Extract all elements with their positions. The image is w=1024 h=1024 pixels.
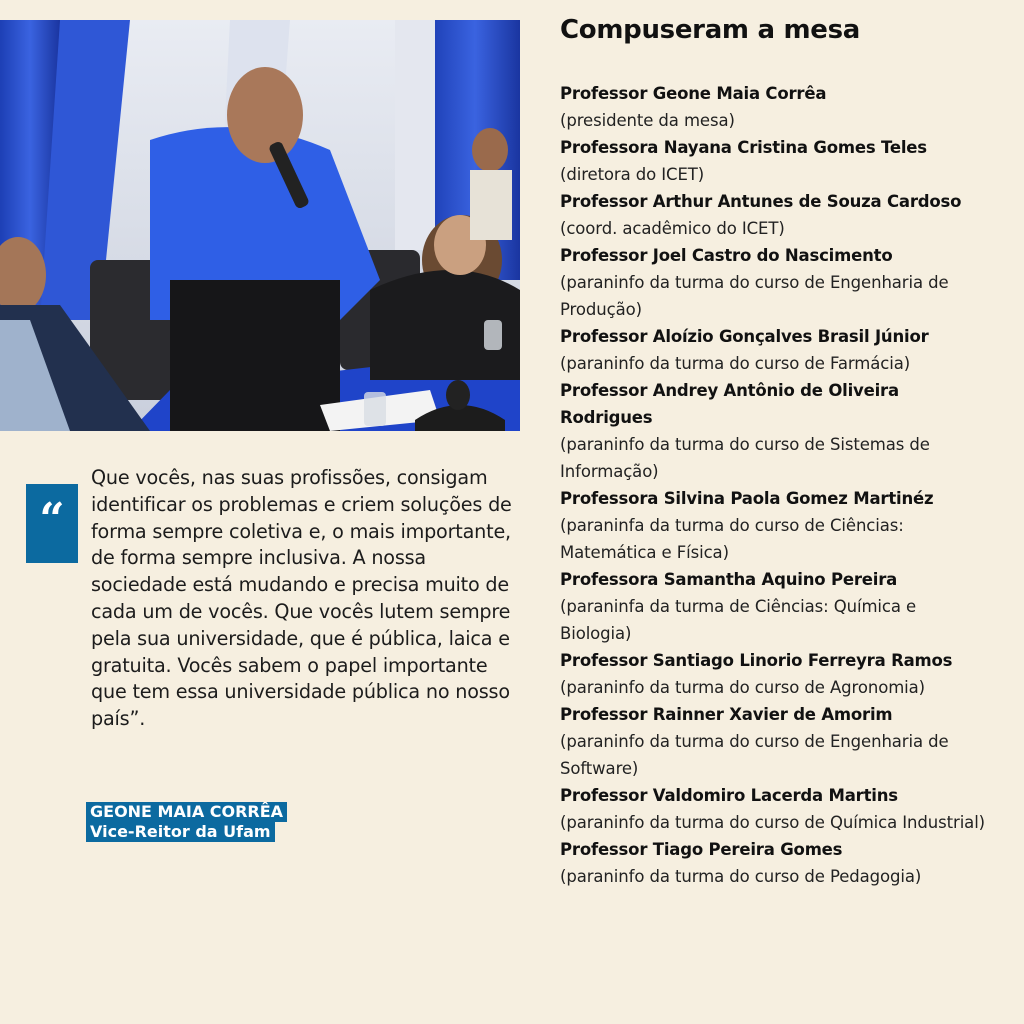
quote-signature [86, 802, 287, 842]
member-name: Professor Santiago Linorio Ferreyra Ramos [560, 651, 953, 670]
member-name: Professor Arthur Antunes de Souza Cardoso [560, 192, 962, 211]
list-item [560, 377, 990, 485]
list-item [560, 323, 990, 377]
list-item [560, 134, 990, 188]
member-role: (paraninfa da turma do curso de Ciências: Matemática e Física) [560, 516, 904, 562]
member-role: (paraninfo da turma do curso de Agronomia) [560, 678, 926, 697]
member-role: (paraninfo da turma do curso de Farmácia) [560, 354, 911, 373]
member-name: Professor Aloízio Gonçalves Brasil Júnior [560, 327, 929, 346]
list-item [560, 782, 990, 836]
member-role: (diretora do ICET) [560, 165, 705, 184]
member-name: Professor Valdomiro Lacerda Martins [560, 786, 898, 805]
list-item [560, 836, 990, 890]
member-name: Professor Geone Maia Corrêa [560, 84, 827, 103]
list-item [560, 485, 990, 566]
signature-title: Vice-Reitor da Ufam [86, 822, 275, 842]
member-role: (paraninfo da turma do curso de Engenharia de Produção) [560, 273, 949, 319]
member-role: (paraninfa da turma de Ciências: Química e Biologia) [560, 597, 917, 643]
member-name: Professor Andrey Antônio de Oliveira Rodrigues [560, 381, 899, 427]
signature-name: GEONE MAIA CORRÊA [86, 802, 287, 822]
members-list [560, 80, 990, 890]
member-role: (coord. acadêmico do ICET) [560, 219, 785, 238]
list-item [560, 188, 990, 242]
member-role: (presidente da mesa) [560, 111, 735, 130]
list-item [560, 80, 990, 134]
member-role: (paraninfo da turma do curso de Química Industrial) [560, 813, 986, 832]
quote-text: Que vocês, nas suas profissões, consigam identificar os problemas e criem soluções de forma sempre coletiva e, o mais importante, de forma sempre inclusiva. A nossa sociedade está mudando e precisa muito de cada um de vocês. Que vocês lutem sempre pela sua universidade, que é pública, laica e gratuita. Vocês sabem o papel importante que tem essa universidade pública no nosso país”. [91, 466, 512, 731]
section-heading: Compuseram a mesa [560, 15, 861, 45]
ceremony-photo [0, 20, 520, 431]
member-name: Professora Samantha Aquino Pereira [560, 570, 898, 589]
member-name: Professor Joel Castro do Nascimento [560, 246, 893, 265]
member-role: (paraninfo da turma do curso de Engenharia de Software) [560, 732, 949, 778]
member-role: (paraninfo da turma do curso de Sistemas de Informação) [560, 435, 930, 481]
member-name: Professora Nayana Cristina Gomes Teles [560, 138, 927, 157]
member-name: Professora Silvina Paola Gomez Martinéz [560, 489, 934, 508]
list-item [560, 701, 990, 782]
list-item [560, 566, 990, 647]
member-name: Professor Tiago Pereira Gomes [560, 840, 843, 859]
list-item [560, 242, 990, 323]
member-role: (paraninfo da turma do curso de Pedagogia) [560, 867, 922, 886]
list-item [560, 647, 990, 701]
quote-icon: “ [26, 484, 78, 563]
member-name: Professor Rainner Xavier de Amorim [560, 705, 893, 724]
